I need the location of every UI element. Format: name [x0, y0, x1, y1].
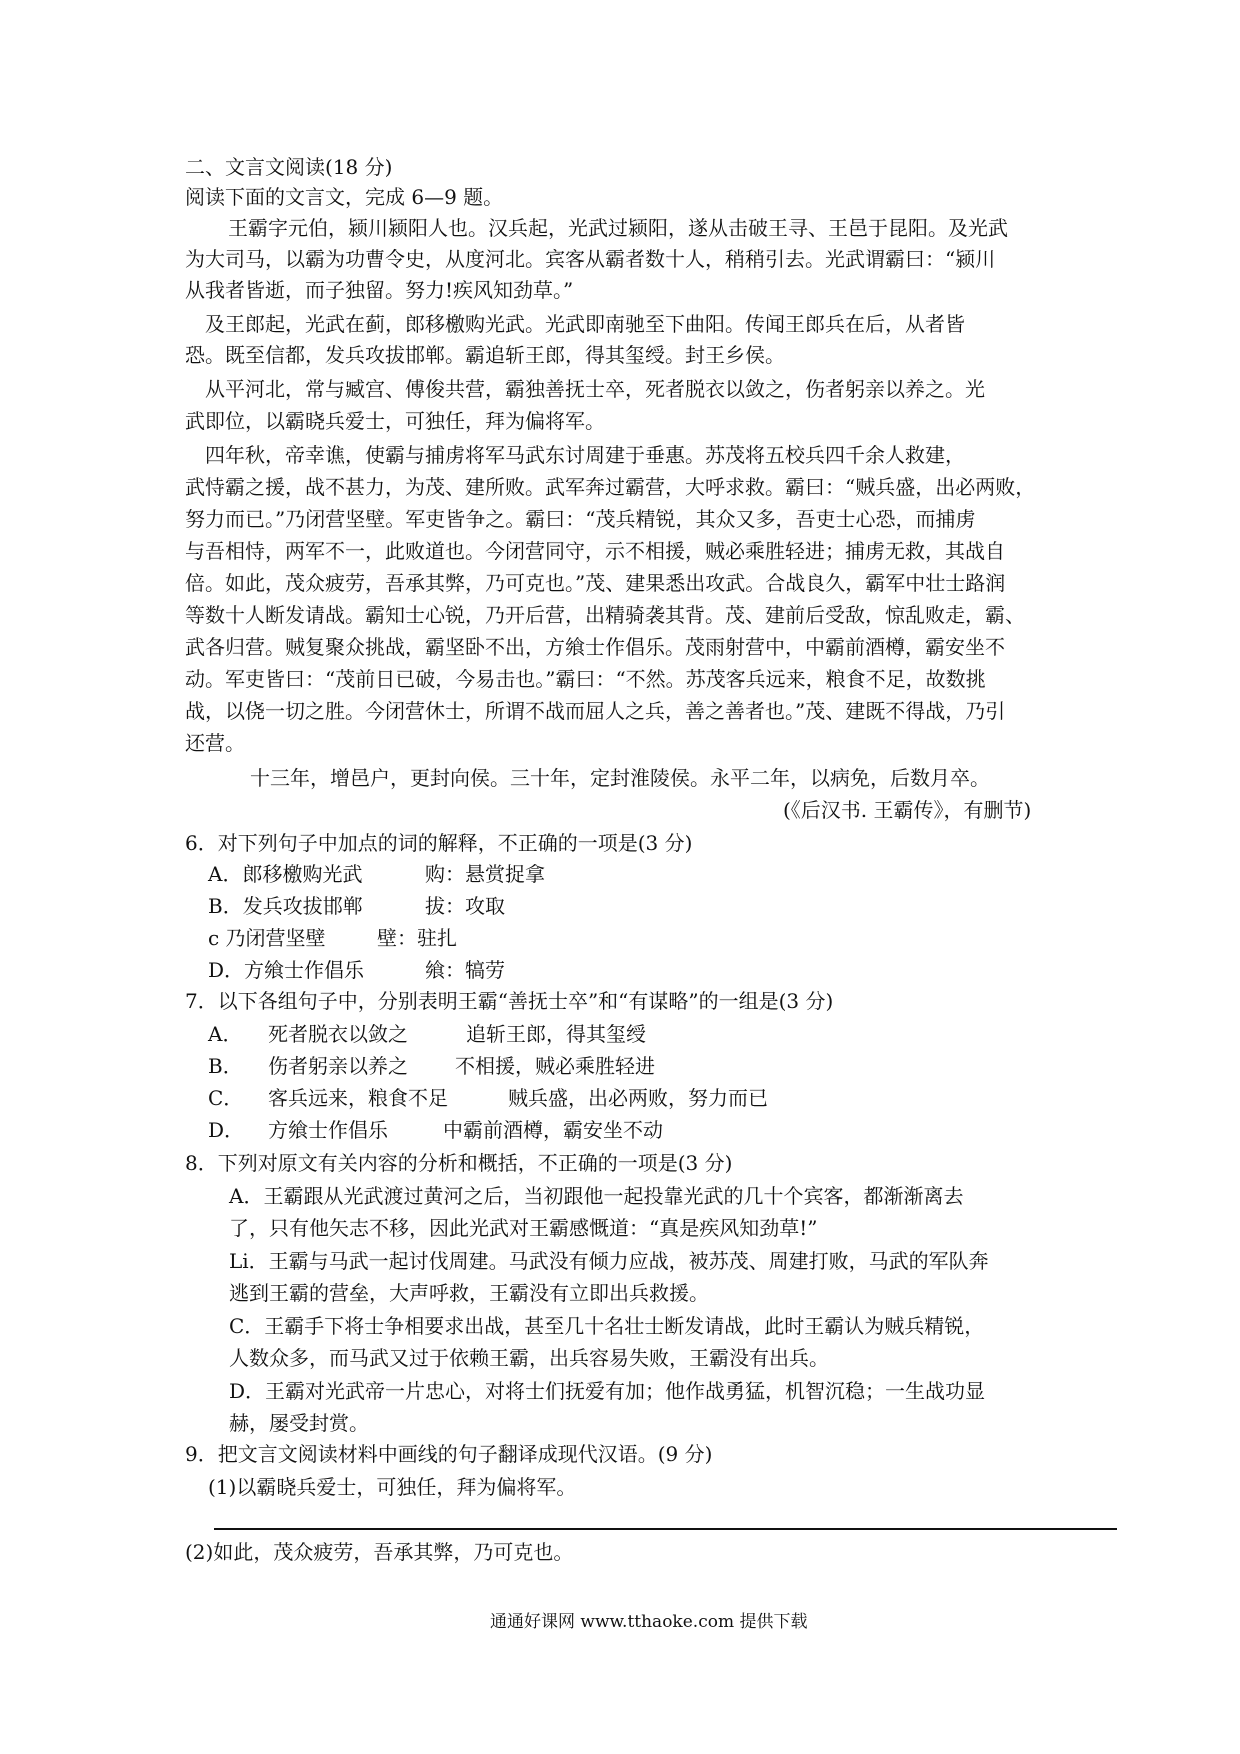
q8-option-c-line1: C．王霸手下将士争相要求出战，甚至几十名壮士断发请战，此时王霸认为贼兵精锐， — [229, 1314, 985, 1338]
q9-item-1: (1)以霸晓兵爱士，可独任，拜为偏将军。 — [208, 1475, 577, 1499]
q7-option-d-key: D． — [208, 1118, 245, 1142]
q8-stem: 8．下列对原文有关内容的分析和概括，不正确的一项是(3 分) — [185, 1151, 733, 1175]
q9-item-2: (2)如此，茂众疲劳，吾承其弊，乃可克也。 — [185, 1540, 574, 1564]
passage-line: 从我者皆逝，而子独留。努力!疾风知劲草。” — [185, 278, 574, 302]
passage-line: 从平河北，常与臧宫、傅俊共营，霸独善抚士卒，死者脱衣以敛之，伤者躬亲以养之。光 — [205, 377, 985, 401]
q6-option-a-note: 购：悬赏捉拿 — [425, 862, 545, 886]
q6-option-b-note: 拔：攻取 — [425, 894, 505, 918]
answer-line — [214, 1528, 1117, 1530]
passage-line: 等数十人断发请战。霸知士心锐，乃开后营，出精骑袭其背。茂、建前后受敌，惊乱败走，霸、 — [185, 603, 1025, 627]
passage-line: 武即位，以霸晓兵爱士，可独任，拜为偏将军。 — [185, 409, 605, 433]
q6-option-d: D．方飨士作倡乐 — [208, 958, 365, 982]
q7-option-b-first: 伤者躬亲以养之 — [268, 1054, 408, 1078]
q7-option-d-second: 中霸前酒樽，霸安坐不动 — [443, 1118, 663, 1142]
passage-line: 还营。 — [185, 731, 245, 755]
passage-line: 王霸字元伯，颍川颍阳人也。汉兵起，光武过颍阳，遂从击破王寻、王邑于昆阳。及光武 — [228, 216, 1008, 240]
passage-source: (《后汉书. 王霸传》，有删节) — [783, 798, 1032, 822]
q8-option-a-line1: A．王霸跟从光武渡过黄河之后，当初跟他一起投靠光武的几十个宾客，都渐渐离去 — [229, 1184, 964, 1208]
q7-option-b-second: 不相援，贼必乘胜轻进 — [455, 1054, 655, 1078]
q7-option-c-first: 客兵远来，粮食不足 — [268, 1086, 448, 1110]
q7-option-a-key: A． — [208, 1022, 243, 1046]
q9-stem: 9．把文言文阅读材料中画线的句子翻译成现代汉语。(9 分) — [185, 1442, 713, 1466]
q8-option-b-line1: Li．王霸与马武一起讨伐周建。马武没有倾力应战，被苏茂、周建打败，马武的军队奔 — [229, 1249, 989, 1273]
q6-stem: 6．对下列句子中加点的词的解释，不正确的一项是(3 分) — [185, 831, 693, 855]
q6-option-c: c 乃闭营坚壁 — [208, 926, 326, 950]
passage-line: 为大司马，以霸为功曹令史，从度河北。宾客从霸者数十人，稍稍引去。光武谓霸曰：“颍川 — [185, 247, 996, 271]
q8-option-c-line2: 人数众多，而马武又过于依赖王霸，出兵容易失败，王霸没有出兵。 — [229, 1346, 829, 1370]
passage-line: 努力而已。”乃闭营坚壁。军吏皆争之。霸曰：“茂兵精锐，其众又多，吾吏士心恐，而捕虏 — [185, 507, 976, 531]
q7-option-c-key: C． — [208, 1086, 244, 1110]
section-instruction: 阅读下面的文言文，完成 6—9 题。 — [185, 185, 504, 209]
q7-stem: 7．以下各组句子中，分别表明王霸“善抚士卒”和“有谋略”的一组是(3 分) — [185, 989, 834, 1013]
passage-line: 武恃霸之援，战不甚力，为茂、建所败。武军奔过霸营，大呼求救。霸曰：“贼兵盛，出必两败， — [185, 475, 1036, 499]
q6-option-d-note: 飨：犒劳 — [425, 958, 505, 982]
passage-line: 与吾相恃，两军不一，此败道也。今闭营同守，示不相援，贼必乘胜轻进；捕虏无救，其战自 — [185, 539, 1005, 563]
passage-line: 武各归营。贼复聚众挑战，霸坚卧不出，方飨士作倡乐。茂雨射营中，中霸前酒樽，霸安坐不 — [185, 635, 1005, 659]
passage-line: 恐。既至信都，发兵攻拔邯郸。霸追斩王郎，得其玺绶。封王乡侯。 — [185, 343, 785, 367]
passage-line: 战，以侥一切之胜。今闭营休士，所谓不战而屈人之兵，善之善者也。”茂、建既不得战，乃引 — [185, 699, 1006, 723]
passage-line: 十三年，增邑户，更封向侯。三十年，定封淮陵侯。永平二年，以病免，后数月卒。 — [250, 766, 990, 790]
q7-option-a-first: 死者脱衣以敛之 — [268, 1022, 408, 1046]
q7-option-c-second: 贼兵盛，出必两败，努力而已 — [508, 1086, 768, 1110]
q8-option-d-line2: 赫，屡受封赏。 — [229, 1411, 369, 1435]
q7-option-b-key: B． — [208, 1054, 243, 1078]
q6-option-a: A．郎移檄购光武 — [208, 862, 363, 886]
q6-option-b: B．发兵攻拔邯郸 — [208, 894, 363, 918]
section-heading: 二、文言文阅读(18 分) — [185, 155, 393, 179]
passage-line: 倍。如此，茂众疲劳，吾承其弊，乃可克也。”茂、建果悉出攻武。合战良久，霸军中壮士路润 — [185, 571, 1006, 595]
q8-option-b-line2: 逃到王霸的营垒，大声呼救，王霸没有立即出兵救援。 — [229, 1281, 709, 1305]
footer-credit: 通通好课网 www.tthaoke.com 提供下载 — [490, 1612, 808, 1632]
q7-option-a-second: 追斩王郎，得其玺绶 — [466, 1022, 646, 1046]
q8-option-a-line2: 了，只有他矢志不移，因此光武对王霸感慨道：“真是疾风知劲草!” — [229, 1216, 818, 1240]
q6-option-c-note: 壁：驻扎 — [377, 926, 457, 950]
passage-line: 及王郎起，光武在蓟，郎移檄购光武。光武即南驰至下曲阳。传闻王郎兵在后，从者皆 — [205, 312, 965, 336]
q7-option-d-first: 方飨士作倡乐 — [268, 1118, 388, 1142]
passage-line: 动。军吏皆曰：“茂前日已破，今易击也。”霸曰：“不然。苏茂客兵远来，粮食不足，故数挑 — [185, 667, 986, 691]
q8-option-d-line1: D．王霸对光武帝一片忠心，对将士们抚爱有加；他作战勇猛，机智沉稳；一生战功显 — [229, 1379, 986, 1403]
passage-line: 四年秋，帝幸谯，使霸与捕虏将军马武东讨周建于垂惠。苏茂将五校兵四千余人救建， — [205, 443, 965, 467]
